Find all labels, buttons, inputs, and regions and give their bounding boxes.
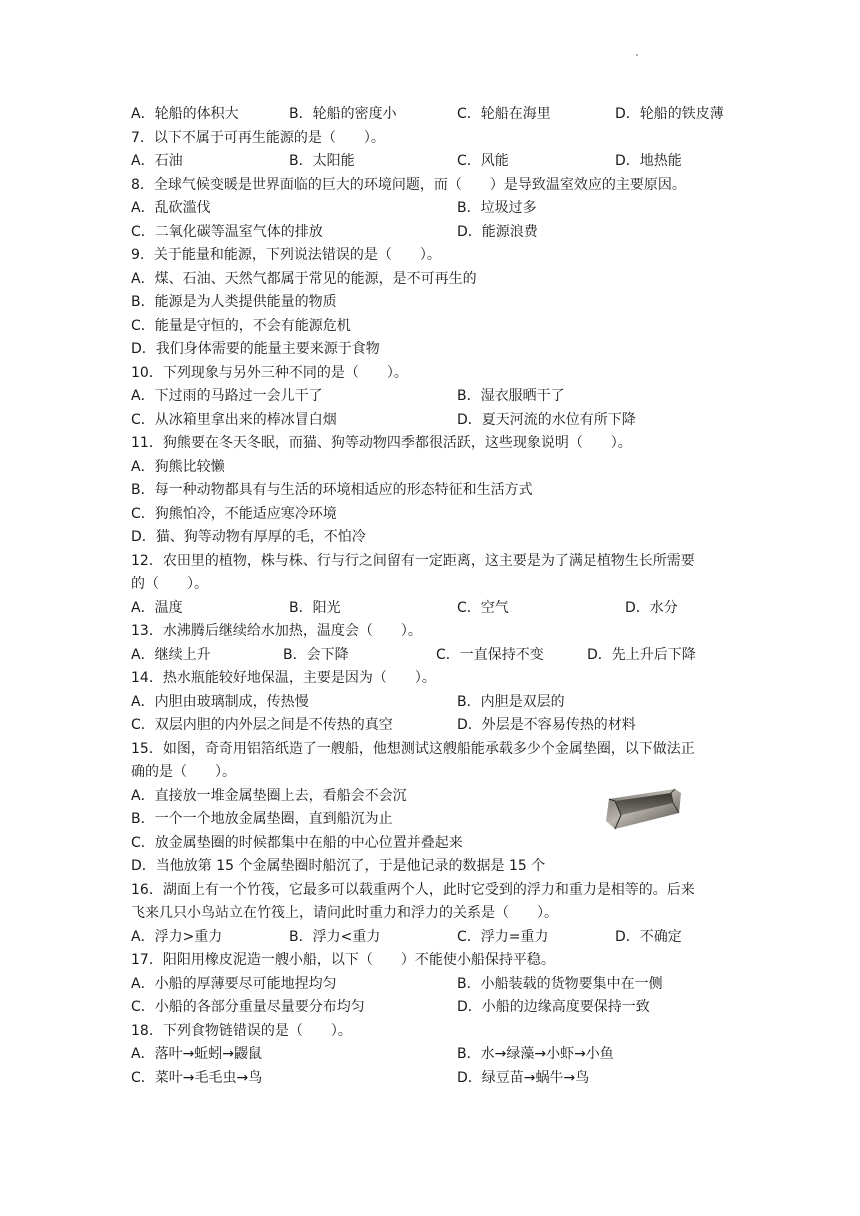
q7-stem: 7．以下不属于可再生能源的是（ ）。 [131, 129, 385, 146]
q12-option-d: D．水分 [625, 599, 678, 616]
q16-option-c: C．浮力=重力 [457, 928, 549, 945]
q17-option-c: C．小船的各部分重量尽量要分布均匀 [131, 999, 365, 1015]
q6-option-a: A．轮船的体积大 [131, 106, 239, 122]
q16-option-d: D．不确定 [615, 928, 682, 945]
q18-option-d: D．绿豆苗→蜗牛→鸟 [457, 1069, 590, 1086]
q18-option-b: B．水→绿藻→小虾→小鱼 [457, 1046, 614, 1062]
q8-stem: 8．全球气候变暖是世界面临的巨大的环境问题，而（ ）是导致温室效应的主要原因。 [131, 176, 686, 193]
q10-option-c: C．从冰箱里拿出来的棒冰冒白烟 [131, 411, 337, 428]
q8-options-row1 [131, 197, 743, 221]
q8-options-row2 [131, 221, 743, 245]
q15-option-c: C．放金属垫圈的时候都集中在船的中心位置并叠起来 [131, 834, 463, 851]
q13-stem: 13．水沸腾后继续给水加热，温度会（ ）。 [131, 623, 422, 639]
q16-stem-line2: 飞来几只小鸟站立在竹筏上，请问此时重力和浮力的关系是（ ）。 [131, 905, 558, 921]
q16-option-b: B．浮力<重力 [289, 928, 381, 945]
q8-option-c: C．二氧化碳等温室气体的排放 [131, 223, 323, 240]
q17-options-row1 [131, 973, 743, 997]
q10-options-row1 [131, 385, 743, 409]
q17-option-d: D．小船的边缘高度要保持一致 [457, 999, 650, 1015]
q16-options [131, 926, 743, 950]
q15-option-a: A．直接放一堆金属垫圈上去，看船会不会沉 [131, 787, 407, 804]
q17-option-b: B．小船装载的货物要集中在一侧 [457, 975, 663, 992]
q13-option-b: B．会下降 [283, 646, 349, 663]
q8-option-d: D．能源浪费 [457, 223, 538, 240]
q13-options [131, 644, 743, 668]
q8-option-a: A．乱砍滥伐 [131, 200, 211, 216]
q18-options-row2 [131, 1067, 743, 1091]
page-mark [636, 54, 638, 56]
q9-option-c: C．能量是守恒的，不会有能源危机 [131, 317, 351, 334]
q10-stem: 10．下列现象与另外三种不同的是（ ）。 [131, 364, 408, 381]
q6-option-b: B．轮船的密度小 [289, 106, 397, 122]
q11-option-b: B．每一种动物都具有与生活的环境相适应的形态特征和生活方式 [131, 482, 533, 498]
q18-options-row1 [131, 1043, 743, 1067]
q14-stem: 14．热水瓶能较好地保温，主要是因为（ ）。 [131, 670, 436, 686]
q15-stem-line2: 确的是（ ）。 [131, 764, 236, 780]
q12-option-a: A．温度 [131, 599, 183, 616]
q14-options-row1 [131, 691, 743, 715]
q12-stem-line1: 12．农田里的植物，株与株、行与行之间留有一定距离，这主要是为了满足植物生长所需要 [131, 552, 695, 569]
q14-option-a: A．内胆由玻璃制成，传热慢 [131, 693, 309, 710]
q11-stem: 11．狗熊要在冬天冬眠，而猫、狗等动物四季都很活跃，这些现象说明（ ）。 [131, 435, 632, 451]
q6-option-c: C．轮船在海里 [457, 106, 551, 122]
q13-option-a: A．继续上升 [131, 646, 211, 663]
q18-stem: 18．下列食物链错误的是（ ）。 [131, 1022, 352, 1039]
q7-option-d: D．地热能 [615, 153, 682, 169]
q16-stem-line1: 16．湖面上有一个竹筏，它最多可以载重两个人，此时它受到的浮力和重力是相等的。后来 [131, 881, 695, 898]
q6-option-d: D．轮船的铁皮薄 [615, 106, 724, 122]
q13-option-d: D．先上升后下降 [587, 646, 696, 663]
q9-option-b: B．能源是为人类提供能量的物质 [131, 294, 337, 310]
q7-option-b: B．太阳能 [289, 153, 355, 169]
question-list [131, 103, 743, 1090]
q11-option-d: D．猫、狗等动物有厚厚的毛，不怕冷 [131, 529, 366, 545]
q12-option-c: C．空气 [457, 599, 509, 616]
q16-option-a: A．浮力>重力 [131, 928, 223, 945]
q18-option-a: A．落叶→蚯蚓→鼹鼠 [131, 1046, 263, 1062]
q9-stem: 9．关于能量和能源，下列说法错误的是（ ）。 [131, 247, 441, 263]
q10-option-b: B．湿衣服晒干了 [457, 388, 565, 404]
q15-stem-line1: 15．如图，奇奇用铝箔纸造了一艘船，他想测试这艘船能承载多少个金属垫圈，以下做法正 [131, 740, 695, 757]
q14-option-d: D．外层是不容易传热的材料 [457, 717, 636, 733]
q18-option-c: C．菜叶→毛毛虫→鸟 [131, 1069, 263, 1086]
q17-option-a: A．小船的厚薄要尽可能地捏均匀 [131, 975, 337, 992]
q9-option-d: D．我们身体需要的能量主要来源于食物 [131, 341, 380, 357]
q10-option-a: A．下过雨的马路过一会儿干了 [131, 388, 323, 404]
q14-option-b: B．内胆是双层的 [457, 693, 565, 710]
q11-option-c: C．狗熊怕冷，不能适应寒冷环境 [131, 505, 337, 522]
q7-options [131, 150, 743, 174]
q17-stem: 17．阳阳用橡皮泥造一艘小船，以下（ ）不能使小船保持平稳。 [131, 952, 555, 968]
q7-option-a: A．石油 [131, 153, 183, 169]
q14-option-c: C．双层内胆的内外层之间是不传热的真空 [131, 717, 393, 733]
q8-option-b: B．垃圾过多 [457, 200, 537, 216]
foil-boat-image [603, 783, 683, 831]
q15-option-d: D．当他放第 15 个金属垫圈时船沉了，于是他记录的数据是 15 个 [131, 858, 546, 874]
q7-option-c: C．风能 [457, 153, 509, 169]
q17-options-row2 [131, 996, 743, 1020]
q12-option-b: B．阳光 [289, 599, 341, 616]
q15-option-b: B．一个一个地放金属垫圈，直到船沉为止 [131, 811, 393, 827]
q13-option-c: C．一直保持不变 [436, 646, 544, 663]
q14-options-row2 [131, 714, 743, 738]
q10-option-d: D．夏天河流的水位有所下降 [457, 411, 636, 428]
q11-option-a: A．狗熊比较懒 [131, 458, 225, 475]
q6-options [131, 103, 743, 127]
q10-options-row2 [131, 409, 743, 433]
q9-option-a: A．煤、石油、天然气都属于常见的能源，是不可再生的 [131, 270, 477, 287]
q12-stem-line2: 的（ ）。 [131, 576, 208, 592]
q12-options [131, 597, 743, 621]
